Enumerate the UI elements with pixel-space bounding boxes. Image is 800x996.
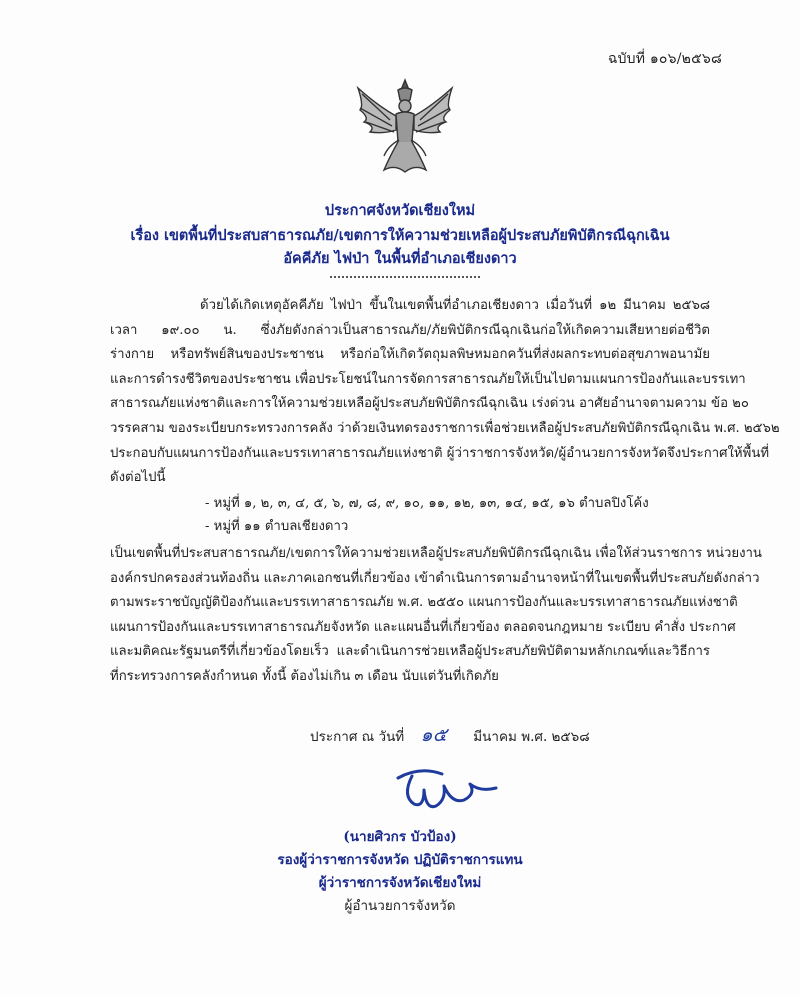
paragraph-2-line: และมติคณะรัฐมนตรีที่เกี่ยวข้องโดยเร็ว และดำเนินการช่วยเหลือผู้ประสบภัยพิบัติตามหลักเกณฑ์และวิธีการ [110, 644, 710, 660]
paragraph-2-line: องค์กรปกครองส่วนท้องถิ่น และภาคเอกชนที่เกี่ยวข้อง เข้าดำเนินการตามอำนาจหน้าที่ในเขตพื้นที่ประสบภัยดังกล่าว [110, 570, 760, 586]
paragraph-1 [110, 294, 780, 491]
signature-mark [390, 760, 510, 820]
paragraph-1-line: และการดำรงชีวิตของประชาชน เพื่อประโยชน์ในการจัดการสาธารณภัยให้เป็นไปตามแผนการป้องกันและบรรเทา [110, 371, 746, 387]
signer-position-2: ผู้ว่าราชการจังหวัดเชียงใหม่ [318, 875, 482, 891]
date-suffix: มีนาคม พ.ศ. ๒๕๖๘ [473, 729, 590, 745]
paragraph-2-line: เป็นเขตพื้นที่ประสบสาธารณภัย/เขตการให้ความช่วยเหลือผู้ประสบภัยพิบัติกรณีฉุกเฉิน เพื่อให้ส่วนราชการ หน่วยงาน [110, 546, 762, 561]
list-item: - หมู่ที่ ๑, ๒, ๓, ๔, ๕, ๖, ๗, ๘, ๙, ๑๐, ๑๑, ๑๒, ๑๓, ๑๔, ๑๕, ๑๖ ตำบลปิงโค้ง [205, 496, 649, 511]
announcement-title: ประกาศจังหวัดเชียงใหม่ [324, 202, 476, 219]
signer-position-1: รองผู้ว่าราชการจังหวัด ปฏิบัติราชการแทน [277, 852, 523, 868]
paragraph-1-line: ร่างกาย หรือทรัพย์สินของประชาชน หรือก่อให้เกิดวัตถุมลพิษหมอกควันที่ส่งผลกระทบต่อสุขภาพอนามัย [110, 347, 710, 363]
signer-position-3: ผู้อำนวยการจังหวัด [344, 898, 456, 914]
garuda-emblem [350, 76, 460, 176]
subject-line-1: เรื่อง เขตพื้นที่ประสบสาธารณภัย/เขตการให้ความช่วยเหลือผู้ประสบภัยพิบัติกรณีฉุกเฉิน [130, 227, 670, 244]
paragraph-2-line: ตามพระราชบัญญัติป้องกันและบรรเทาสาธารณภัย พ.ศ. ๒๕๕๐ แผนการป้องกันและบรรเทาสาธารณภัยแห่งชาติ [110, 595, 738, 611]
paragraph-2-line: ที่กระทรวงการคลังกำหนด ทั้งนี้ ต้องไม่เกิน ๓ เดือน นับแต่วันที่เกิดภัย [110, 668, 499, 684]
paragraph-1-line: สาธารณภัยแห่งชาติและการให้ความช่วยเหลือผู้ประสบภัยพิบัติกรณีฉุกเฉิน เร่งด่วน อาศัยอำนาจตามความ ข้อ ๒๐ [110, 396, 749, 412]
title-divider [330, 276, 480, 278]
affected-areas-list [205, 492, 649, 538]
document-number: ฉบับที่ ๑๐๖/๒๕๖๘ [607, 51, 722, 67]
list-item: - หมู่ที่ ๑๑ ตำบลเชียงดาว [205, 519, 349, 534]
date-day: ๑๕ [420, 724, 447, 746]
paragraph-1-line: วรรคสาม ของระเบียบกระทรวงการคลัง ว่าด้วยเงินทดรองราชการเพื่อช่วยเหลือผู้ประสบภัยพิบัติกรณีฉุกเฉิน พ.ศ. ๒๕๖๒ [110, 420, 780, 436]
paragraph-1-line: ดังต่อไปนี้ [110, 470, 166, 486]
paragraph-2-line: แผนการป้องกันและบรรเทาสาธารณภัยจังหวัด และแผนอื่นที่เกี่ยวข้อง ตลอดจนกฎหมาย ระเบียบ คำสั่ง ประกาศ [110, 619, 736, 635]
date-prefix: ประกาศ ณ วันที่ [310, 729, 405, 745]
paragraph-1-line: เวลา ๑๙.๐๐ น. ซึ่งภัยดังกล่าวเป็นสาธารณภัย/ภัยพิบัติกรณีฉุกเฉินก่อให้เกิดความเสียหายต่อชีวิต [110, 322, 710, 338]
signer-name: (นายศิวกร บัวป้อง) [343, 829, 457, 845]
subject-line-2: อัคคีภัย ไฟป่า ในพื้นที่อำเภอเชียงดาว [283, 250, 517, 267]
paragraph-1-line: ประกอบกับแผนการป้องกันและบรรเทาสาธารณภัยแห่งชาติ ผู้ว่าราชการจังหวัด/ผู้อำนวยการจังหวัดจึงประกาศให้พื้นที่ [110, 445, 770, 461]
paragraph-1-line: ด้วยได้เกิดเหตุอัคคีภัย ไฟป่า ขึ้นในเขตพื้นที่อำเภอเชียงดาว เมื่อวันที่ ๑๒ มีนาคม ๒๕๖๘ [200, 298, 710, 313]
announcement-date [310, 720, 590, 750]
paragraph-2 [110, 542, 762, 690]
